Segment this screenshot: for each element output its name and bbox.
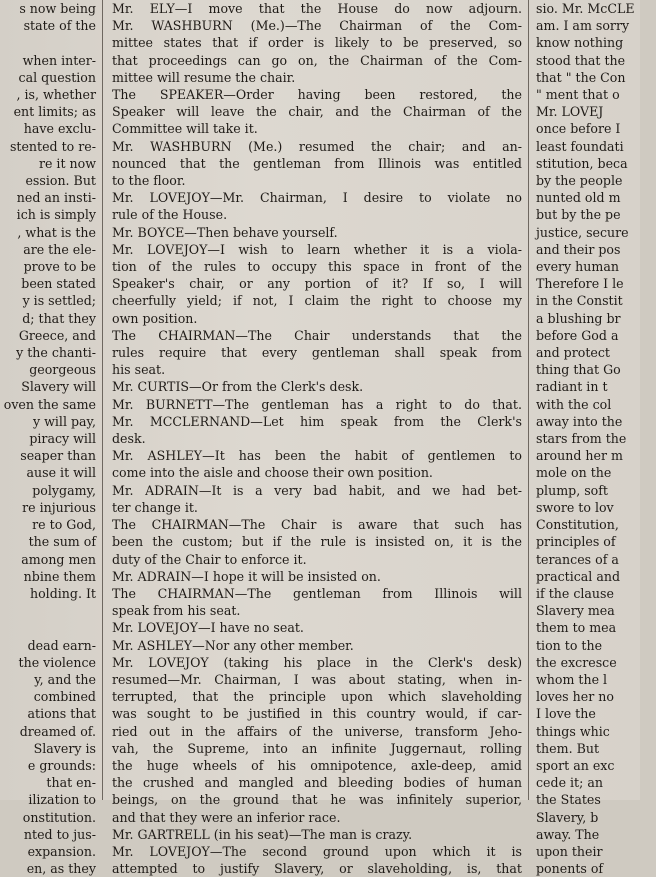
right-text-line: know nothing [536,35,624,51]
column-divider-right [528,0,529,800]
right-text-line: them. But [536,740,599,756]
left-text-line: Slavery is [33,740,96,756]
left-text-line: re to God, [32,517,96,533]
right-text-line: Slavery, b [536,809,599,825]
right-text-line: the States [536,792,601,808]
main-text-line: Mr. ASHLEY—It has been the habit of gentlemen to [112,448,522,464]
main-text-line: Mr. MCCLERNAND—Let him speak from the Clerk's [112,413,522,429]
right-text-line: around her m [536,448,623,464]
main-text-line: Mr. LOVEJOY—I wish to learn whether it is a viola- [112,241,522,257]
right-text-line: a blushing br [536,310,621,326]
right-text-line: ponents of [536,861,604,877]
right-text-line: justice, secure [536,224,629,240]
left-text-line: re injurious [22,499,96,515]
left-text-line: the violence [18,654,96,670]
left-text-line: oven the same [3,396,96,412]
left-text-line: state of the [23,18,96,34]
main-text-line: own position. [112,310,198,326]
left-text-line: ent limits; as [13,104,96,120]
main-text-line: Speaker's chair, or any portion of it? If so, I will [112,276,522,292]
left-text-line: y the chanti- [16,345,96,361]
main-text-line: mittee states that if order is likely to be preserved, so [112,35,522,51]
left-text-line: been stated [21,276,96,292]
main-text-line: tion of the rules to occupy this space in front of the [112,259,522,275]
left-text-line: ession. But [25,173,96,189]
main-text-line: mittee will resume the chair. [112,69,296,85]
left-text-line: the sum of [28,534,96,550]
right-text-line: away into the [536,413,623,429]
right-text-line: least foundati [536,138,624,154]
right-text-line: in the Constit [536,293,623,309]
left-text-line: s now being [19,1,96,16]
left-text-line: that en- [46,775,96,791]
main-text-line: The CHAIRMAN—The Chair understands that the [112,327,522,343]
main-text-line: ried out in the affairs of the universe, transform Jeho- [112,723,522,739]
main-text-line: was sought to be justified in this country would, if car- [112,706,522,722]
main-text-line: speak from his seat. [112,603,241,619]
main-text-line: vah, the Supreme, into an infinite Juggernaut, rolling [112,740,522,756]
left-text-line: expansion. [27,843,96,859]
right-text-line: if the clause [536,585,614,601]
main-text-line: his seat. [112,362,166,378]
left-text-line: among men [21,551,96,567]
left-text-line: georgeous [29,362,96,378]
right-text-line: radiant in t [536,379,608,395]
left-text-line: combined [33,689,96,705]
right-text-line: every human [536,259,619,275]
main-text-line: Mr. LOVEJOY—Mr. Chairman, I desire to violate no [112,190,522,206]
left-text-line: dead earn- [27,637,96,653]
right-text-line: tion to the [536,637,603,653]
left-text-line: are the ele- [23,241,96,257]
left-text-line: piracy will [29,431,96,447]
right-text-line: terances of a [536,551,619,567]
right-text-line: loves her no [536,689,614,705]
right-text-line: am. I am sorry [536,18,630,34]
main-text-line: come into the aisle and choose their own position. [112,465,433,481]
right-text-line: Therefore I le [536,276,624,292]
main-text-line: Mr. BURNETT—The gentleman has a right to do that. [112,396,522,412]
right-text-line: before God a [536,327,619,343]
main-text-line: ter change it. [112,499,198,515]
right-text-line: thing that Go [536,362,621,378]
main-text-line: attempted to justify Slavery, or slaveholding, is, that [112,861,522,877]
right-text-line: them to mea [536,620,617,636]
right-text-line: and protect [536,345,610,361]
right-text-line: the excresce [536,654,617,670]
main-text-line: Mr. WASHBURN (Me.)—The Chairman of the Com- [112,18,522,34]
main-text-line: The CHAIRMAN—The gentleman from Illinois will [112,585,522,601]
main-text-line: Mr. WASHBURN (Me.) resumed the chair; and an- [112,138,522,154]
main-text-line: Mr. GARTRELL (in his seat)—The man is crazy. [112,826,413,842]
right-text-line: sport an exc [536,757,615,773]
main-text-line: duty of the Chair to enforce it. [112,551,307,567]
left-text-line [0,619,96,636]
right-text-line: stitution, beca [536,155,628,171]
right-text-line: stood that the [536,52,626,68]
left-text-line: e grounds: [27,757,96,773]
left-text-line: y is settled; [22,293,96,309]
main-text-line: Mr. LOVEJOY—I have no seat. [112,620,304,636]
right-text-line: Slavery mea [536,603,615,619]
left-text-line: nted to jus- [23,826,96,842]
left-text-line: y, and the [34,671,96,687]
main-text-line: rule of the House. [112,207,228,223]
left-text-line: , what is the [17,224,96,240]
left-text-line: re it now [38,155,96,171]
left-text-line: ich is simply [16,207,96,223]
left-text-line: stented to re- [9,138,96,154]
left-text-line: ations that [27,706,96,722]
right-text-line: mole on the [536,465,612,481]
right-text-line: Constitution, [536,517,619,533]
main-text-line: beings, on the ground that he was infinitely superior, [112,792,522,808]
main-text-line: Mr. LOVEJOY (taking his place in the Clerk's desk) [112,654,522,670]
right-text-line: with the col [536,396,612,412]
main-text-line: cheerfully yield; if not, I claim the right to choose my [112,293,522,309]
right-text-line: but by the pe [536,207,621,223]
right-text-line: practical and [536,568,621,584]
main-text-line: resumed—Mr. Chairman, I was about stating, when in- [112,671,522,687]
left-text-line: nbine them [23,568,96,584]
left-text-line [0,602,96,619]
right-text-line: by the people [536,173,623,189]
right-text-line: cede it; an [536,775,603,791]
main-text-line: Mr. ADRAIN—I hope it will be insisted on. [112,568,381,584]
main-text-line: desk. [112,431,146,447]
right-text-line: sio. Mr. McCLE [536,1,635,16]
main-text-line: the crushed and mangled and bleeding bodies of human [112,775,522,791]
right-text-line: nunted old m [536,190,621,206]
column-divider-left [102,0,103,800]
main-text-line: Mr. ELY—I move that the House do now adjourn. [112,1,522,16]
left-text-line: have exclu- [23,121,96,137]
main-text-line: the huge wheels of his omnipotence, axle-deep, amid [112,757,522,773]
main-text-line: to the floor. [112,173,186,189]
main-text-line: Mr. ADRAIN—It is a very bad habit, and we had bet- [112,482,522,498]
left-text-line: ause it will [26,465,96,481]
main-text-line: The SPEAKER—Order having been restored, the [112,87,522,103]
left-text-line: Greece, and [18,327,96,343]
left-text-line: ned an insti- [16,190,96,206]
right-text-line: upon their [536,843,603,859]
left-text-line: polygamy, [32,482,96,498]
right-text-line: I love the [536,706,596,722]
left-text-line: prove to be [23,259,96,275]
left-text-line: Slavery will [21,379,96,395]
right-text-line: principles of [536,534,616,550]
main-text-line: The CHAIRMAN—The Chair is aware that such has [112,517,522,533]
right-text-line: away. The [536,826,600,842]
right-text-line: and their pos [536,241,621,257]
main-text-line: that proceedings can go on, the Chairman of the Com- [112,52,522,68]
left-text-line: seaper than [20,448,96,464]
left-text-line: en, as they [26,861,96,877]
main-text-line: Committee will take it. [112,121,258,137]
left-text-line: , is, whether [16,87,96,103]
left-text-line: onstitution. [22,809,96,825]
main-text-line: terrupted, that the principle upon which slaveholding [112,689,522,705]
main-text-line: Mr. ASHLEY—Nor any other member. [112,637,354,653]
right-text-line: once before I [536,121,621,137]
left-column [0,0,96,877]
main-text-line: Speaker will leave the chair, and the Chairman of the [112,104,522,120]
main-text-line: nounced that the gentleman from Illinois was entitled [112,155,522,171]
left-text-line: cal question [18,69,96,85]
right-text-line: that " the Con [536,69,626,85]
left-text-line: d; that they [22,310,96,326]
right-text-line: Mr. LOVEJ [536,104,604,120]
right-text-line: things whic [536,723,610,739]
main-text-line: Mr. BOYCE—Then behave yourself. [112,224,338,240]
left-text-line: y will pay, [33,413,96,429]
right-text-line: " ment that o [536,87,620,103]
main-text-line: Mr. LOVEJOY—The second ground upon which it is [112,843,522,859]
left-text-line: holding. It [29,585,96,601]
left-text-line: when inter- [22,52,96,68]
left-text-line: dreamed of. [19,723,96,739]
main-text-line: rules require that every gentleman shall speak from [112,345,522,361]
left-text-line [0,34,96,51]
right-text-line: whom the l [536,671,608,687]
right-text-line: plump, soft [536,482,608,498]
right-text-line: swore to lov [536,499,614,515]
main-text-line: been the custom; but if the rule is insisted on, it is the [112,534,522,550]
left-text-line: ilization to [28,792,96,808]
main-text-line: and that they were an inferior race. [112,809,341,825]
right-text-line: stars from the [536,431,627,447]
main-column [112,0,522,877]
main-text-line: Mr. CURTIS—Or from the Clerk's desk. [112,379,364,395]
right-column [536,0,656,877]
